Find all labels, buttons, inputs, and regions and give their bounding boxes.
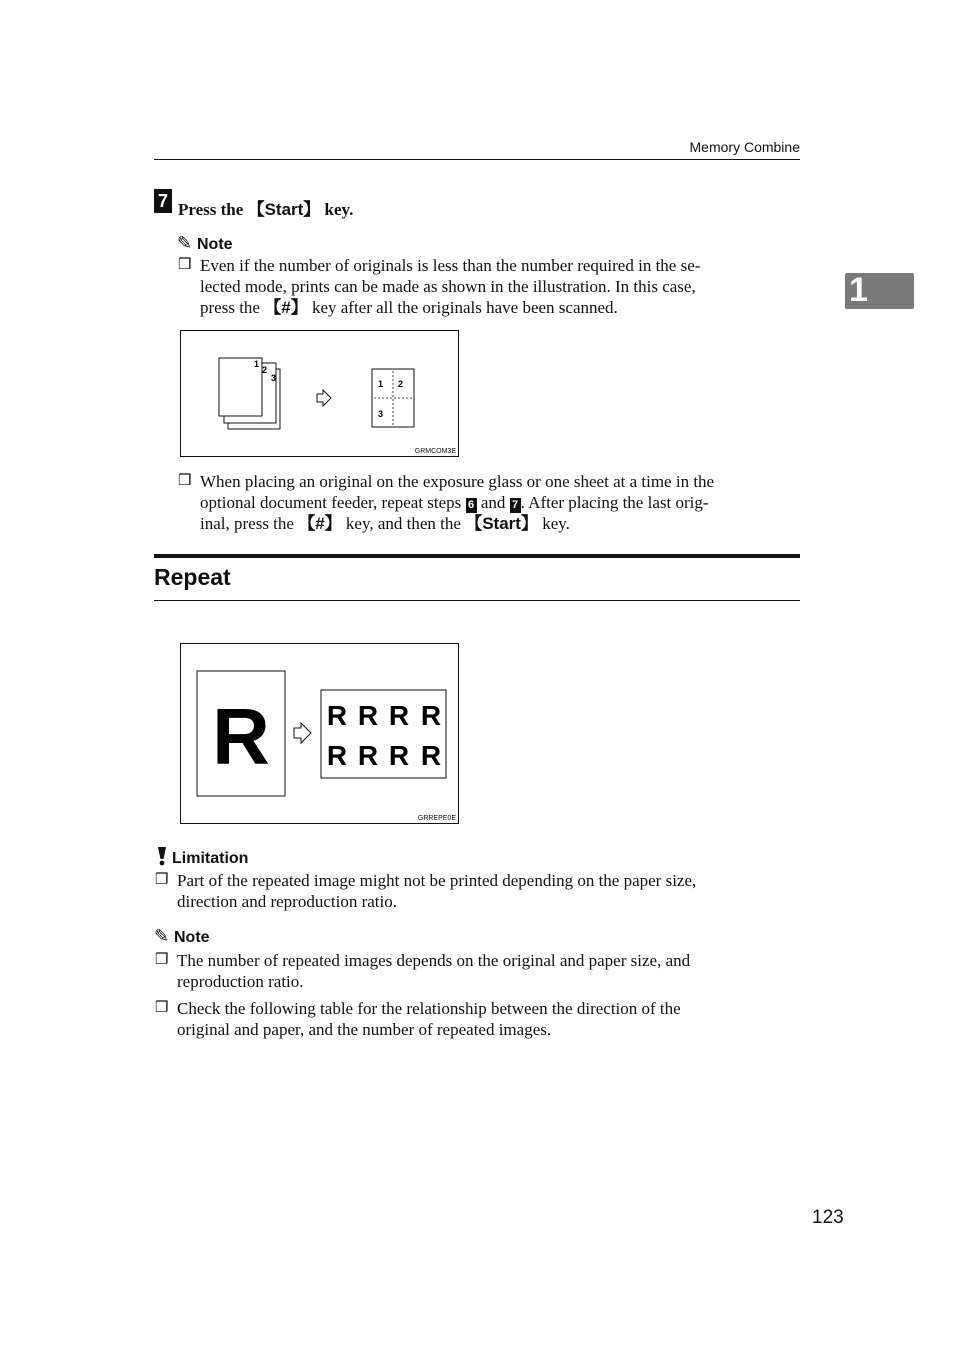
note-item-check-table (177, 998, 800, 1040)
original-stack (219, 358, 280, 429)
note-item-line: reproduction ratio. (177, 972, 304, 991)
section-rule-bottom (154, 600, 800, 601)
hash-key-label: # (281, 298, 291, 317)
note-item-exposure-glass (200, 471, 800, 534)
limitation-label: Limitation (172, 850, 249, 867)
header-rule (154, 159, 800, 160)
arrow-right-icon (294, 723, 311, 743)
note-item-line: original and paper, and the number of repeated images. (177, 1020, 552, 1039)
text-fragment: inal, press the (200, 514, 299, 533)
chapter-tab-label: 1 (849, 271, 868, 309)
section-rule-top (154, 554, 800, 558)
original-letter: R (212, 692, 270, 781)
note-item-originals-fewer (200, 255, 800, 318)
checkbox-bullet-icon: ❒ (155, 952, 169, 968)
text-fragment: key. (537, 514, 570, 533)
key-bracket-close: 】 (520, 514, 538, 533)
repeated-letter: R (326, 700, 348, 731)
text-fragment: key after all the originals have been scanned. (307, 298, 618, 317)
step-ref-badge: 6 (466, 498, 477, 513)
page-number: 123 (812, 1207, 844, 1228)
limitation-heading (154, 845, 248, 868)
key-bracket-close: 】 (290, 298, 308, 317)
key-bracket-open: 【 (465, 514, 483, 533)
checkbox-bullet-icon: ❒ (178, 257, 192, 273)
note-label: Note (174, 929, 210, 946)
step-number-badge: 7 (154, 189, 172, 213)
text-fragment: key, and then the (341, 514, 466, 533)
checkbox-bullet-icon: ❒ (155, 1000, 169, 1016)
result-label: 2 (398, 379, 404, 389)
limitation-line: Part of the repeated image might not be printed depending on the paper size, (177, 871, 697, 890)
hash-key-label: # (315, 514, 325, 533)
repeated-letter: R (388, 740, 410, 771)
limitation-item (177, 870, 800, 912)
memory-combine-illustration (181, 331, 458, 456)
stack-label: 3 (271, 373, 277, 383)
note-item-repeated-count (177, 950, 800, 992)
repeated-letter: R (420, 700, 442, 731)
stack-label: 1 (254, 359, 260, 369)
repeat-figure (180, 643, 459, 824)
text-fragment: press the (200, 298, 265, 317)
repeat-illustration (181, 644, 458, 823)
key-bracket-open: 【 (247, 200, 265, 219)
note-label: Note (197, 236, 233, 253)
chapter-tab (845, 273, 914, 309)
key-bracket-close: 】 (324, 514, 342, 533)
checkbox-bullet-icon: ❒ (178, 473, 192, 489)
key-bracket-close: 】 (303, 200, 321, 219)
start-key-label: Start (264, 200, 304, 219)
figure-code: GRMCOM3E (414, 448, 456, 455)
note-item-line: When placing an original on the exposure glass or one sheet at a time in the (200, 472, 715, 491)
repeated-letter: R (357, 740, 379, 771)
arrow-right-icon (317, 390, 331, 406)
note-item-line: Even if the number of originals is less than the number required in the se- (200, 256, 701, 275)
checkbox-bullet-icon: ❒ (155, 872, 169, 888)
step-instruction (178, 195, 353, 220)
limitation-line: direction and reproduction ratio. (177, 892, 397, 911)
repeated-letter: R (357, 700, 379, 731)
step-text-before: Press the (178, 200, 248, 219)
pencil-icon: ✎ (177, 233, 193, 253)
start-key-label: Start (482, 514, 521, 533)
text-fragment: and (476, 493, 510, 512)
note-heading (154, 926, 210, 947)
repeated-letter: R (326, 740, 348, 771)
note-item-line: Check the following table for the relationship between the direction of the (177, 999, 681, 1018)
key-bracket-open: 【 (264, 298, 282, 317)
step-text-after: key. (320, 200, 354, 219)
text-fragment: . After placing the last orig- (520, 493, 709, 512)
memory-combine-figure (180, 330, 459, 457)
result-label: 1 (378, 379, 384, 389)
exclamation-icon (154, 845, 172, 867)
text-fragment: optional document feeder, repeat steps (200, 493, 466, 512)
note-item-line (200, 492, 800, 513)
note-item-line (200, 297, 800, 318)
result-label: 3 (378, 409, 384, 419)
step-ref-badge: 7 (510, 498, 521, 513)
stack-label: 2 (262, 365, 268, 375)
note-heading (177, 233, 233, 254)
note-item-line (200, 513, 800, 534)
running-head: Memory Combine (689, 139, 800, 155)
repeated-letter: R (388, 700, 410, 731)
section-title: Repeat (154, 564, 231, 590)
repeated-letter: R (420, 740, 442, 771)
key-bracket-open: 【 (298, 514, 316, 533)
note-item-line: The number of repeated images depends on the original and paper size, and (177, 951, 691, 970)
note-item-line: lected mode, prints can be made as shown in the illustration. In this case, (200, 277, 696, 296)
figure-code: GRREPE0E (417, 815, 456, 822)
pencil-icon: ✎ (154, 926, 170, 946)
